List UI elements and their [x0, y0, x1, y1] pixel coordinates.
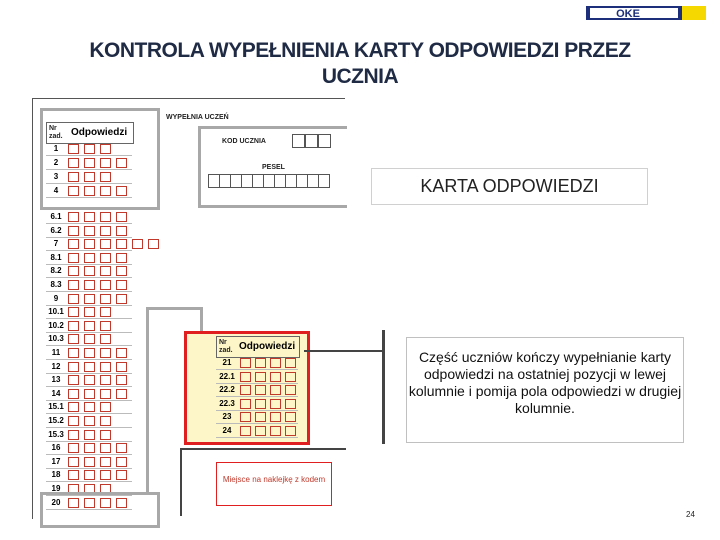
answer-checkbox	[100, 212, 111, 222]
answer-checkbox	[255, 372, 266, 382]
answer-checkbox	[100, 239, 111, 249]
answer-checkbox	[100, 294, 111, 304]
row-number: 6.1	[50, 212, 62, 221]
answer-checkbox	[84, 294, 95, 304]
left-answer-row	[46, 319, 132, 333]
answer-checkbox	[270, 399, 281, 409]
row-number: 7	[53, 239, 59, 249]
answer-checkbox	[116, 186, 127, 196]
answer-checkbox	[84, 266, 95, 276]
answer-checkbox	[240, 412, 251, 422]
answer-checkbox	[270, 372, 281, 382]
answer-checkbox	[84, 226, 95, 236]
answer-checkbox	[84, 212, 95, 222]
answer-checkbox	[100, 144, 111, 154]
note-box	[406, 337, 684, 443]
right-answer-row	[216, 370, 298, 384]
answer-checkbox	[100, 321, 111, 331]
right-table-header	[216, 336, 300, 358]
answer-checkbox	[116, 280, 127, 290]
answer-checkbox	[68, 389, 79, 399]
note-text: Część uczniów kończy wypełnianie karty odpowiedzi na ostatniej pozycji w lewej kolumnie i pomija pola odpowiedzi w drugiej kolumnie.	[408, 349, 682, 416]
answer-checkbox	[270, 426, 281, 436]
left-answer-row	[46, 142, 132, 156]
row-number: 22.1	[219, 371, 235, 381]
row-number: 4	[53, 186, 59, 195]
answer-checkbox	[270, 358, 281, 368]
answer-checkbox	[84, 321, 95, 331]
row-number: 19	[51, 484, 61, 493]
left-answer-row	[46, 387, 132, 401]
row-number: 1	[53, 144, 59, 153]
answer-checkbox	[68, 348, 79, 358]
left-answer-row	[46, 251, 132, 265]
answer-checkbox	[100, 389, 111, 399]
answer-checkbox	[84, 186, 95, 196]
answer-checkbox	[84, 457, 95, 467]
answer-checkbox	[270, 412, 281, 422]
left-table-header	[46, 122, 134, 144]
left-bottom-frame	[40, 492, 160, 528]
answer-checkbox	[132, 239, 143, 249]
answer-checkbox	[68, 416, 79, 426]
answer-checkbox	[68, 212, 79, 222]
answer-checkbox	[100, 416, 111, 426]
answer-checkbox	[285, 399, 296, 409]
answer-checkbox	[68, 334, 79, 344]
left-answer-row	[46, 455, 132, 469]
answer-checkbox	[84, 158, 95, 168]
answer-checkbox	[148, 239, 159, 249]
answer-checkbox	[68, 470, 79, 480]
answer-checkbox	[255, 385, 266, 395]
row-number: 21	[222, 358, 232, 367]
answer-checkbox	[84, 375, 95, 385]
answer-checkbox	[285, 426, 296, 436]
karta-odpowiedzi-label: KARTA ODPOWIEDZI	[371, 168, 648, 205]
left-answer-row	[46, 414, 132, 428]
pointer-bracket	[382, 330, 385, 444]
right-col-answers-label: Odpowiedzi	[239, 341, 296, 352]
left-answer-row	[46, 210, 132, 224]
left-answer-row	[46, 332, 132, 346]
card-header-left: WYPEŁNIA UCZEŃ	[166, 114, 229, 121]
answer-checkbox	[100, 470, 111, 480]
row-number: 18	[51, 470, 61, 480]
row-number: 8.3	[50, 280, 62, 289]
answer-checkbox	[240, 426, 251, 436]
answer-checkbox	[68, 266, 79, 276]
row-number: 3	[53, 172, 59, 181]
answer-checkbox	[68, 457, 79, 467]
answer-checkbox	[100, 334, 111, 344]
answer-checkbox	[68, 172, 79, 182]
right-answer-row	[216, 410, 298, 424]
answer-checkbox	[68, 362, 79, 372]
answer-checkbox	[255, 412, 266, 422]
answer-checkbox	[68, 307, 79, 317]
page-number: 24	[686, 510, 695, 519]
answer-checkbox	[100, 362, 111, 372]
row-number: 22.2	[219, 385, 235, 394]
slide-title: KONTROLA WYPEŁNIENIA KARTY ODPOWIEDZI PRZEZ UCZNIA	[89, 39, 631, 88]
answer-checkbox	[100, 430, 111, 440]
sticker-box	[216, 462, 332, 506]
left-answer-row	[46, 428, 132, 442]
row-number: 15.2	[48, 416, 64, 425]
answer-checkbox	[84, 430, 95, 440]
left-answer-row	[46, 400, 132, 414]
row-number: 17	[51, 456, 61, 466]
answer-checkbox	[116, 457, 127, 467]
left-answer-row	[46, 224, 132, 238]
answer-checkbox	[68, 443, 79, 453]
answer-checkbox	[116, 158, 127, 168]
answer-checkbox	[240, 385, 251, 395]
answer-checkbox	[68, 375, 79, 385]
answer-checkbox	[68, 158, 79, 168]
row-number: 9	[53, 293, 59, 303]
answer-checkbox	[270, 385, 281, 395]
answer-checkbox	[84, 362, 95, 372]
answer-checkbox	[84, 470, 95, 480]
row-number: 11	[51, 348, 61, 357]
answer-checkbox	[68, 239, 79, 249]
right-col-nr-label: Nr zad.	[219, 339, 233, 354]
answer-checkbox	[116, 470, 127, 480]
row-number: 22.3	[219, 398, 235, 408]
answer-checkbox	[84, 334, 95, 344]
answer-checkbox	[100, 186, 111, 196]
left-answer-row	[46, 170, 132, 184]
answer-checkbox	[68, 294, 79, 304]
left-answer-row	[46, 184, 132, 198]
answer-checkbox	[116, 212, 127, 222]
answer-checkbox	[84, 443, 95, 453]
left-answer-row	[46, 441, 132, 455]
answer-checkbox	[240, 399, 251, 409]
answer-checkbox	[116, 389, 127, 399]
answer-checkbox	[116, 294, 127, 304]
sticker-text: Miejsce na naklejkę z kodem	[222, 475, 326, 484]
answer-checkbox	[116, 266, 127, 276]
answer-checkbox	[116, 375, 127, 385]
answer-checkbox	[84, 307, 95, 317]
answer-checkbox	[116, 253, 127, 263]
answer-checkbox	[100, 443, 111, 453]
answer-checkbox	[100, 402, 111, 412]
row-number: 10.3	[48, 334, 64, 344]
answer-checkbox	[68, 253, 79, 263]
answer-checkbox	[68, 280, 79, 290]
row-number: 2	[53, 158, 59, 167]
answer-checkbox	[100, 457, 111, 467]
answer-checkbox	[100, 158, 111, 168]
oke-logo	[586, 2, 712, 24]
right-answer-row	[216, 383, 298, 397]
row-number: 8.1	[50, 252, 62, 262]
answer-checkbox	[240, 358, 251, 368]
answer-checkbox	[100, 226, 111, 236]
pointer-line	[304, 350, 384, 352]
answer-checkbox	[116, 443, 127, 453]
answer-checkbox	[84, 144, 95, 154]
answer-checkbox	[84, 239, 95, 249]
answer-checkbox	[84, 348, 95, 358]
left-answer-row	[46, 156, 132, 170]
answer-checkbox	[100, 266, 111, 276]
gray-connector-tick	[200, 307, 203, 331]
left-answer-row	[46, 305, 132, 319]
answer-checkbox	[116, 226, 127, 236]
answer-checkbox	[100, 280, 111, 290]
left-answer-row	[46, 346, 132, 360]
row-number: 6.2	[50, 225, 62, 235]
left-answer-row	[46, 264, 132, 278]
col-answers-label: Odpowiedzi	[71, 127, 128, 138]
pesel-boxes	[208, 174, 336, 193]
answer-checkbox	[240, 372, 251, 382]
left-answer-row	[46, 237, 132, 251]
answer-checkbox	[100, 253, 111, 263]
answer-checkbox	[68, 321, 79, 331]
answer-checkbox	[116, 348, 127, 358]
pesel-label: PESEL	[262, 164, 285, 171]
right-answer-row	[216, 424, 298, 438]
answer-checkbox	[285, 372, 296, 382]
row-number: 20	[51, 497, 61, 507]
answer-checkbox	[285, 385, 296, 395]
row-number: 8.2	[50, 266, 62, 276]
row-number: 24	[222, 425, 232, 435]
answer-checkbox	[68, 186, 79, 196]
left-answer-row	[46, 468, 132, 482]
row-number: 23	[222, 412, 232, 421]
left-answer-row	[46, 373, 132, 387]
row-number: 10.1	[48, 307, 64, 317]
answer-checkbox	[100, 307, 111, 317]
answer-checkbox	[68, 144, 79, 154]
answer-checkbox	[84, 389, 95, 399]
answer-checkbox	[100, 375, 111, 385]
answer-checkbox	[68, 430, 79, 440]
left-answer-row	[46, 360, 132, 374]
answer-checkbox	[285, 358, 296, 368]
gray-connector-horizontal	[146, 307, 202, 310]
answer-checkbox	[84, 280, 95, 290]
gray-connector-vertical	[146, 308, 149, 492]
logo-text: OKE	[616, 8, 640, 20]
row-number: 16	[51, 443, 61, 453]
answer-checkbox	[68, 402, 79, 412]
row-number: 12	[51, 361, 61, 371]
kod-ucznia-label: KOD UCZNIA	[222, 138, 266, 145]
row-number: 13	[51, 375, 61, 385]
answer-checkbox	[84, 172, 95, 182]
row-number: 10.2	[48, 320, 64, 330]
left-answer-row	[46, 292, 132, 306]
answer-checkbox	[255, 358, 266, 368]
answer-checkbox	[84, 402, 95, 412]
answer-checkbox	[84, 253, 95, 263]
answer-checkbox	[84, 416, 95, 426]
right-answer-row	[216, 356, 298, 370]
row-number: 15.3	[48, 429, 64, 439]
answer-checkbox	[255, 399, 266, 409]
answer-checkbox	[255, 426, 266, 436]
left-answer-row	[46, 278, 132, 292]
row-number: 15.1	[48, 402, 64, 412]
answer-checkbox	[285, 412, 296, 422]
kod-ucznia-boxes	[292, 134, 332, 153]
right-answer-row	[216, 397, 298, 411]
col-nr-label: Nr zad.	[49, 125, 63, 140]
answer-checkbox	[116, 362, 127, 372]
answer-checkbox	[116, 239, 127, 249]
answer-checkbox	[100, 172, 111, 182]
answer-checkbox	[100, 348, 111, 358]
answer-checkbox	[68, 226, 79, 236]
row-number: 14	[51, 388, 61, 398]
